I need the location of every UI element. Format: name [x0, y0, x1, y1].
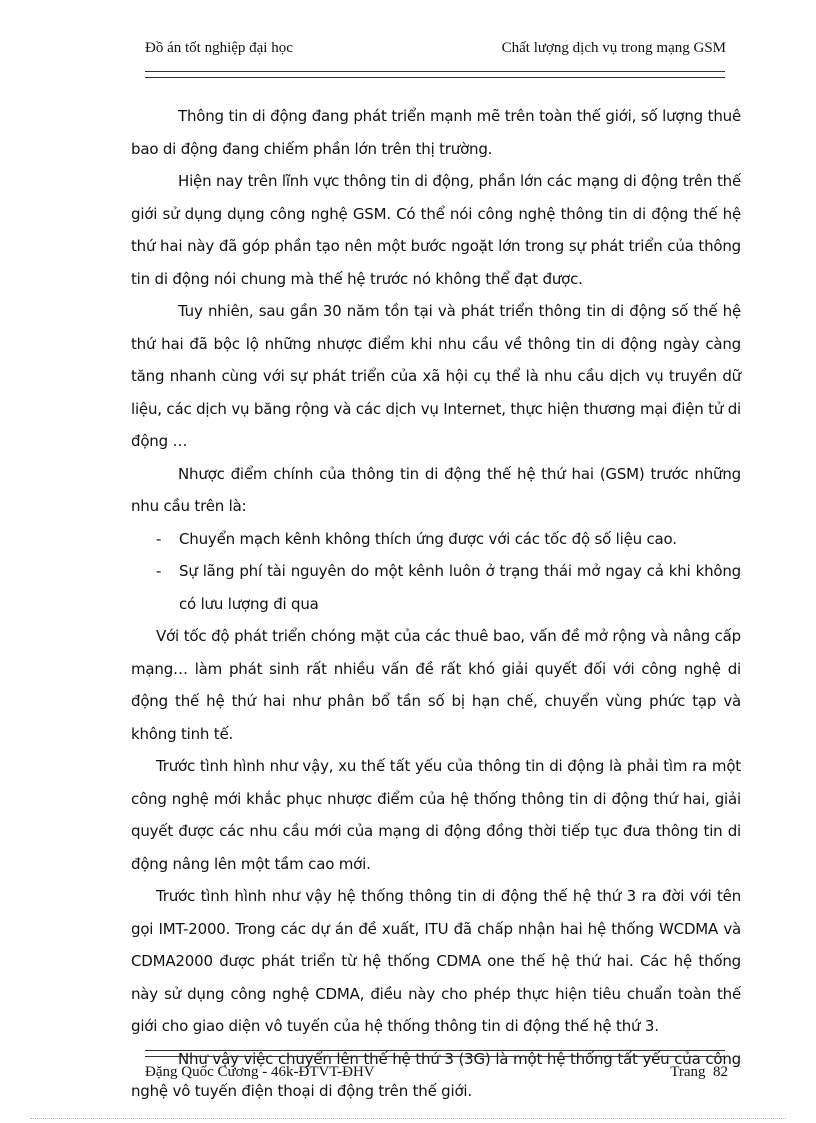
paragraph: Tuy nhiên, sau gần 30 năm tồn tại và phát triển thông tin di động số thế hệ thứ hai đã bộc lộ những nhược điểm khi nhu cầu về thông tin di động ngày càng tăng nhanh cùng với sự phát triển của xã hội cụ thể là nhu cầu dịch vụ truyền dữ liệu, các dịch vụ băng rộng và các dịch vụ Internet, thực hiện thương mại điện tử di động … [131, 302, 741, 450]
list-item [131, 555, 741, 620]
header-right-title: Chất lượng dịch vụ trong mạng GSM [501, 40, 726, 56]
bullet-marker: - [156, 529, 162, 548]
page-number-value: 82 [713, 1064, 728, 1080]
paragraph: Hiện nay trên lĩnh vực thông tin di động, phần lớn các mạng di động trên thế giới sử dụng dụng công nghệ GSM. Có thể nói công nghệ thông tin di động thế hệ thứ hai này đã góp phần tạo nên một bước ngoặt lớn trong sự phát triển của thông tin di động nói chung mà thế hệ trước nó không thể đạt được. [131, 172, 741, 288]
footer-divider [145, 1050, 725, 1057]
paragraph: Như vậy việc chuyển lên thế hệ thứ 3 (3G) là một hệ thống tất yếu của công nghệ vô tuyến điện thoại di động trên thế giới. [131, 1049, 741, 1100]
paragraph: Thông tin di động đang phát triển mạnh mẽ trên toàn thế giới, số lượng thuê bao di động đang chiếm phần lớn trên thị trường. [131, 107, 741, 158]
footer-author: Đặng Quốc Cương - 46k-ĐTVT-ĐHV [145, 1064, 375, 1080]
document-body [131, 100, 741, 1108]
list-item [131, 523, 741, 556]
list-item-text: Chuyển mạch kênh không thích ứng được với các tốc độ số liệu cao. [179, 529, 677, 548]
paragraph: Trước tình hình như vậy, xu thế tất yếu của thông tin di động là phải tìm ra một công nghệ mới khắc phục nhược điểm của hệ thống thông tin di động thứ hai, giải quyết được các nhu cầu mới của mạng di động đồng thời tiếp tục đưa thông tin di động nâng lên một tầm cao mới. [131, 757, 741, 873]
paragraph: Với tốc độ phát triển chóng mặt của các thuê bao, vấn đề mở rộng và nâng cấp mạng… làm phát sinh rất nhiều vấn đề rất khó giải quyết đối với công nghệ di động thế hệ thứ hai như phân bổ tần số bị hạn chế, chuyển vùng phức tạp và không tinh tế. [131, 627, 741, 743]
paragraph: Nhược điểm chính của thông tin di động thế hệ thứ hai (GSM) trước những nhu cầu trên là: [131, 464, 741, 515]
header-divider [145, 71, 725, 78]
page-edge-dotted-line [30, 1118, 786, 1119]
paragraph: Trước tình hình như vậy hệ thống thông tin di động thế hệ thứ 3 ra đời với tên gọi IMT-2000. Trong các dự án đề xuất, ITU đã chấp nhận hai hệ thống WCDMA và CDMA2000 được phát triển từ hệ thống CDMA one thế hệ thứ hai. Các hệ thống này sử dụng công nghệ CDMA, điều này cho phép thực hiện tiêu chuẩn toàn thế giới cho giao diện vô tuyến của hệ thống thông tin di động thế hệ thứ 3. [131, 887, 741, 1035]
list-item-text: Sự lãng phí tài nguyên do một kênh luôn ở trạng thái mở ngay cả khi không có lưu lượng đi qua [179, 562, 741, 613]
page-number [670, 1064, 728, 1081]
bullet-marker: - [156, 562, 162, 580]
header-left-title: Đồ án tốt nghiệp đại học [145, 40, 293, 56]
page-label: Trang [670, 1064, 706, 1080]
